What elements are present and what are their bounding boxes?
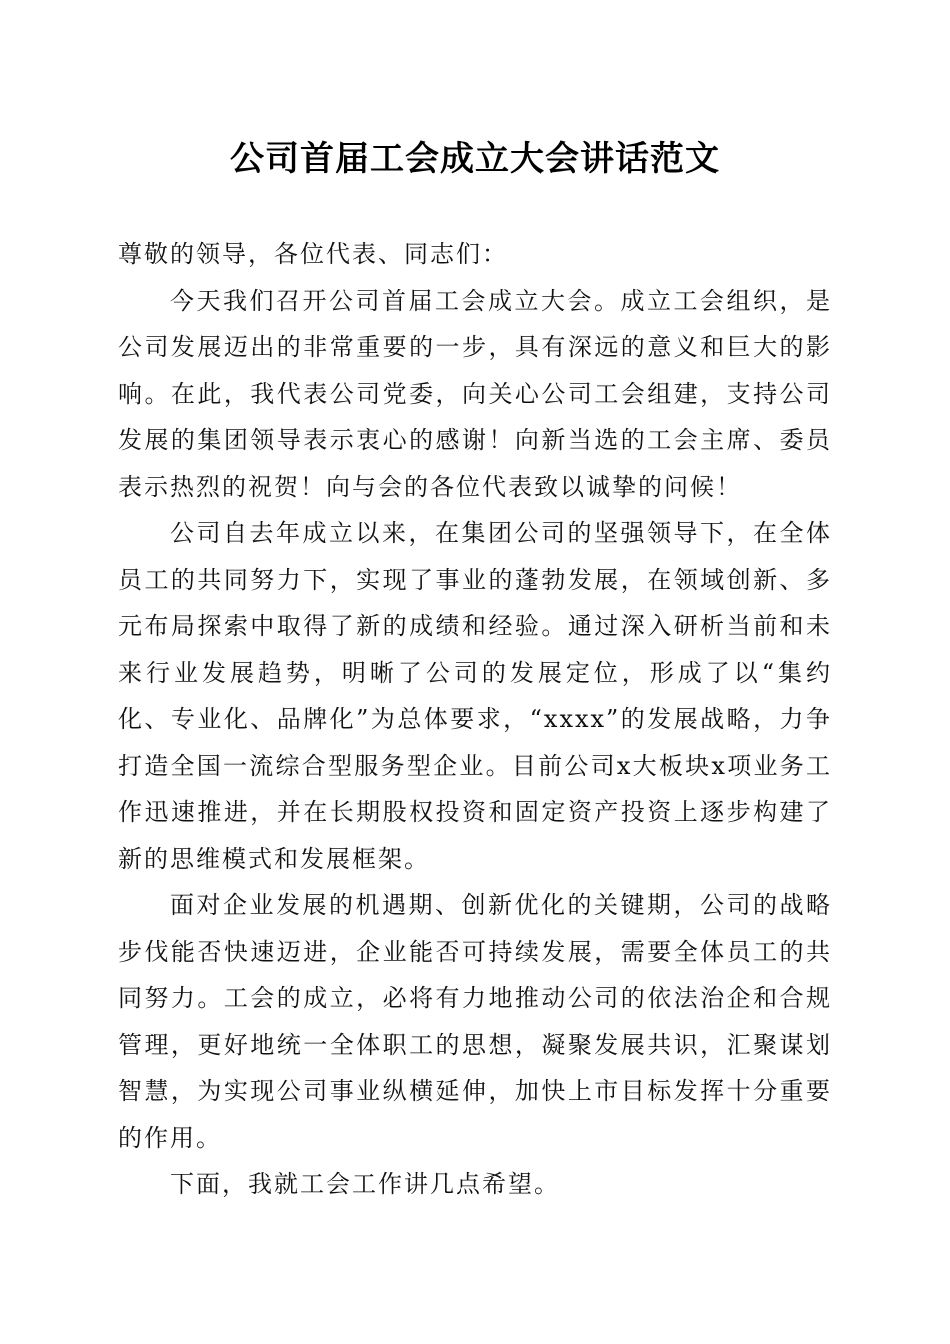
paragraph-1: 今天我们召开公司首届工会成立大会。成立工会组织，是公司发展迈出的非常重要的一步，具有深远的意义和巨大的影响。在此，我代表公司党委，向关心公司工会组建，支持公司发展的集团领导表示衷心的感谢！向新当选的工会主席、委员表示热烈的祝贺！向与会的各位代表致以诚挚的问候！	[118, 286, 832, 501]
document-body	[118, 231, 832, 1208]
paragraph-2: 公司自去年成立以来，在集团公司的坚强领导下，在全体员工的共同努力下，实现了事业的蓬勃发展，在领域创新、多元布局探索中取得了新的成绩和经验。通过深入研析当前和未来行业发展趋势，明晰了公司的发展定位，形成了以“集约化、专业化、品牌化”为总体要求，“xxxx”的发展战略，力争打造全国一流综合型服务型企业。目前公司x大板块x项业务工作迅速推进，并在长期股权投资和固定资产投资上逐步构建了新的思维模式和发展框架。	[118, 519, 832, 873]
document-title: 公司首届工会成立大会讲话范文	[230, 139, 720, 179]
paragraph-3: 面对企业发展的机遇期、创新优化的关键期，公司的战略步伐能否快速迈进，企业能否可持续发展，需要全体员工的共同努力。工会的成立，必将有力地推动公司的依法治企和合规管理，更好地统一全体职工的思想，凝聚发展共识，汇聚谋划智慧，为实现公司事业纵横延伸，加快上市目标发挥十分重要的作用。	[118, 891, 832, 1152]
paragraph-4: 下面，我就工会工作讲几点希望。	[170, 1170, 560, 1198]
salutation: 尊敬的领导，各位代表、同志们：	[118, 240, 508, 268]
